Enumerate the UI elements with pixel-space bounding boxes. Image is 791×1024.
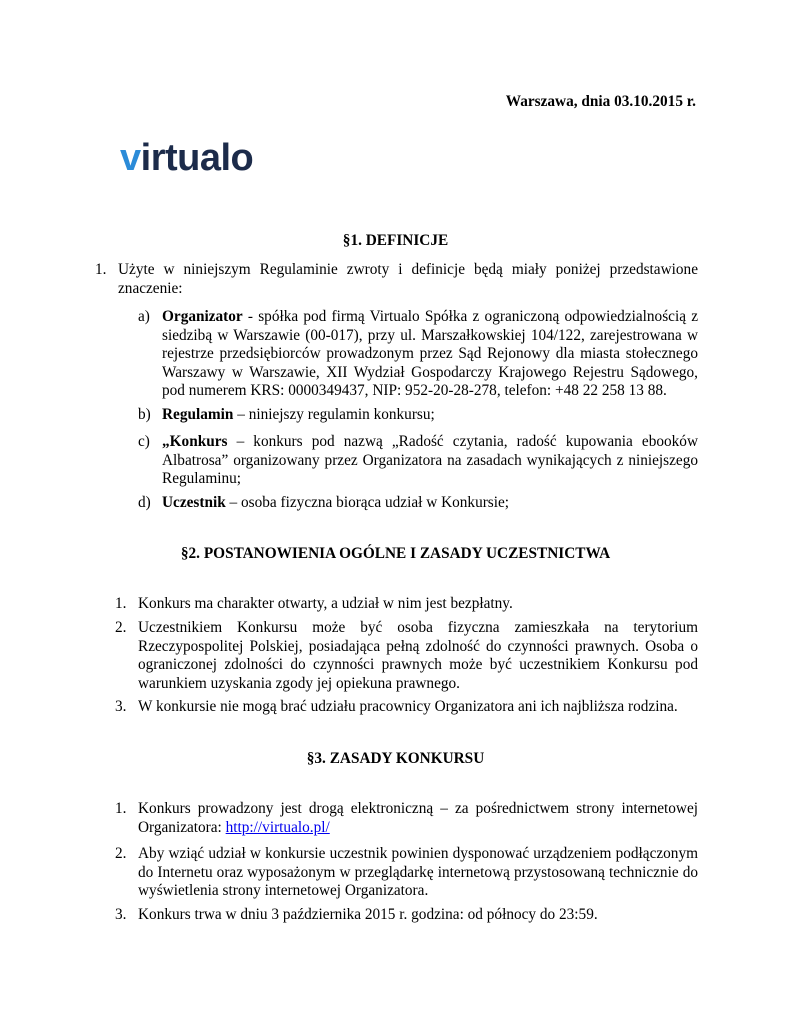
s2-item-2-number: 2. — [115, 619, 127, 636]
logo-v: v — [120, 136, 141, 179]
s3-item-2-text: Aby wziąć udział w konkursie uczestnik powinien dysponować urządzeniem podłączonym do Internetu oraz wyposażonym w przeglądarkę internetową przystosowaną technicznie do wyświetlenia strony internetowej Organizatora. — [138, 845, 698, 899]
s3-item-2-number: 2. — [115, 845, 127, 862]
def-b — [162, 406, 698, 425]
def-d-text: – osoba fizyczna biorąca udział w Konkursie; — [225, 494, 510, 511]
s3-item-3-text: Konkurs trwa w dniu 3 października 2015 r. godzina: od północy do 23:59. — [138, 906, 598, 923]
s3-item-1 — [138, 800, 698, 837]
def-a — [162, 308, 698, 401]
def-b-label: b) — [138, 406, 151, 423]
def-c-text: – konkurs pod nazwą „Radość czytania, radość kupowania ebooków Albatrosa” organizowany przez Organizatora na zasadach wynikających z niniejszego Regulaminu; — [162, 433, 698, 487]
virtualo-logo — [120, 136, 254, 179]
section-3-title: §3. ZASADY KONKURSU — [306, 750, 485, 767]
document-date: Warszawa, dnia 03.10.2015 r. — [505, 93, 696, 110]
s2-item-2-text: Uczestnikiem Konkursu może być osoba fizyczna zamieszkała na terytorium Rzeczypospolitej Polskiej, posiadająca pełną zdolność do czynności prawnych. Osoba o ograniczonej zdolności do czynności prawnych może być uczestnikiem Konkursu pod warunkiem uzyskania zgody jej opiekuna prawnego. — [138, 619, 698, 692]
organizer-website-link[interactable]: http://virtualo.pl/ — [225, 818, 330, 836]
s2-item-1-text: Konkurs ma charakter otwarty, a udział w nim jest bezpłatny. — [138, 595, 513, 612]
section-2-title: §2. POSTANOWIENIA OGÓLNE I ZASADY UCZESTNICTWA — [180, 545, 611, 562]
s3-item-1-text: Konkurs prowadzony jest drogą elektroniczną – za pośrednictwem strony internetowej Organizatora: — [138, 800, 698, 836]
s3-item-1-number: 1. — [115, 800, 127, 817]
def-a-text: - spółka pod firmą Virtualo Spółka z ograniczoną odpowiedzialnością z siedzibą w Warszawie (00-017), przy ul. Marszałkowskiej 104/122, zarejestrowana w rejestrze przedsiębiorców prowadzonym przez Sąd Rejonowy dla miasta stołecznego Warszawy w Warszawie, XII Wydział Gospodarczy Krajowego Rejestru Sądowego, pod numerem KRS: 0000349437, NIP: 952-20-28-278, telefon: +48 22 258 13 88. — [162, 308, 698, 399]
s1-item-1-number: 1. — [95, 261, 107, 278]
def-d — [162, 494, 698, 513]
def-d-label: d) — [138, 494, 151, 511]
def-b-text: – niniejszy regulamin konkursu; — [233, 406, 435, 423]
logo-rest: irtualo — [140, 136, 254, 179]
s2-item-3-number: 3. — [115, 698, 127, 715]
def-c-term: „Konkurs — [162, 433, 228, 450]
def-d-term: Uczestnik — [162, 494, 226, 511]
def-a-label: a) — [138, 308, 150, 325]
def-c — [162, 433, 698, 489]
s1-item-1-text: Użyte w niniejszym Regulaminie zwroty i definicje będą miały poniżej przedstawione znaczenie: — [118, 261, 698, 297]
def-c-label: c) — [138, 433, 150, 450]
s3-item-3-number: 3. — [115, 906, 127, 923]
section-1-title: §1. DEFINICJE — [342, 232, 449, 249]
def-b-term: Regulamin — [162, 406, 234, 423]
s2-item-1-number: 1. — [115, 595, 127, 612]
s2-item-3-text: W konkursie nie mogą brać udziału pracownicy Organizatora ani ich najbliższa rodzina. — [138, 698, 678, 715]
def-a-term: Organizator — [162, 308, 243, 325]
